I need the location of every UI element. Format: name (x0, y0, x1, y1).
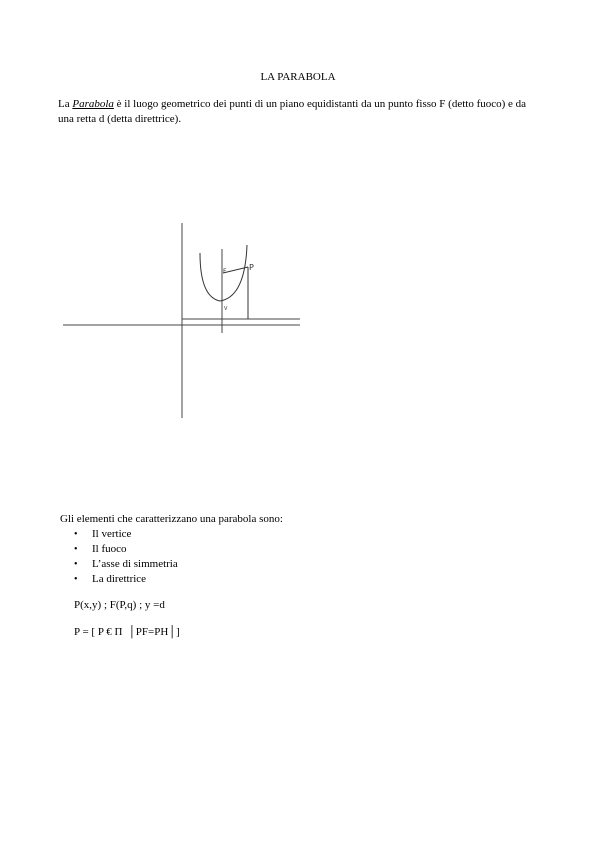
formula-coordinates: P(x,y) ; F(P,q) ; y =d (74, 599, 165, 611)
list-item (72, 557, 178, 572)
definition-paragraph (58, 97, 528, 127)
page-title: LA PARABOLA (260, 71, 336, 83)
formula-locus: P = [ P € Π │PF=PH│] (74, 626, 180, 638)
list-item-text: Il fuoco (92, 543, 127, 555)
bullet: • (74, 559, 78, 570)
list-item (72, 572, 178, 587)
list-item-text: Il vertice (92, 528, 132, 540)
definition-text: è il luogo geometrico dei punti di un piano equidistanti da un punto fisso F (detto fuoco) e da una retta d (detta direttrice). (58, 98, 527, 125)
list-item (72, 542, 178, 557)
bullet: • (74, 574, 78, 585)
definition-prefix: La (58, 98, 73, 110)
bullet: • (74, 529, 78, 540)
list-item-text: L’asse di simmetria (92, 558, 178, 570)
definition-term: Parabola (72, 98, 114, 110)
vertex-label: V (224, 306, 228, 312)
bullet: • (74, 544, 78, 555)
parabola-figure (55, 215, 315, 425)
focus-label: F (223, 268, 227, 275)
list-item (72, 527, 178, 542)
list-item-text: La direttrice (92, 573, 147, 585)
point-label: P (249, 263, 254, 272)
elements-list (72, 527, 178, 587)
elements-heading: Gli elementi che caratterizzano una parabola sono: (60, 513, 283, 525)
